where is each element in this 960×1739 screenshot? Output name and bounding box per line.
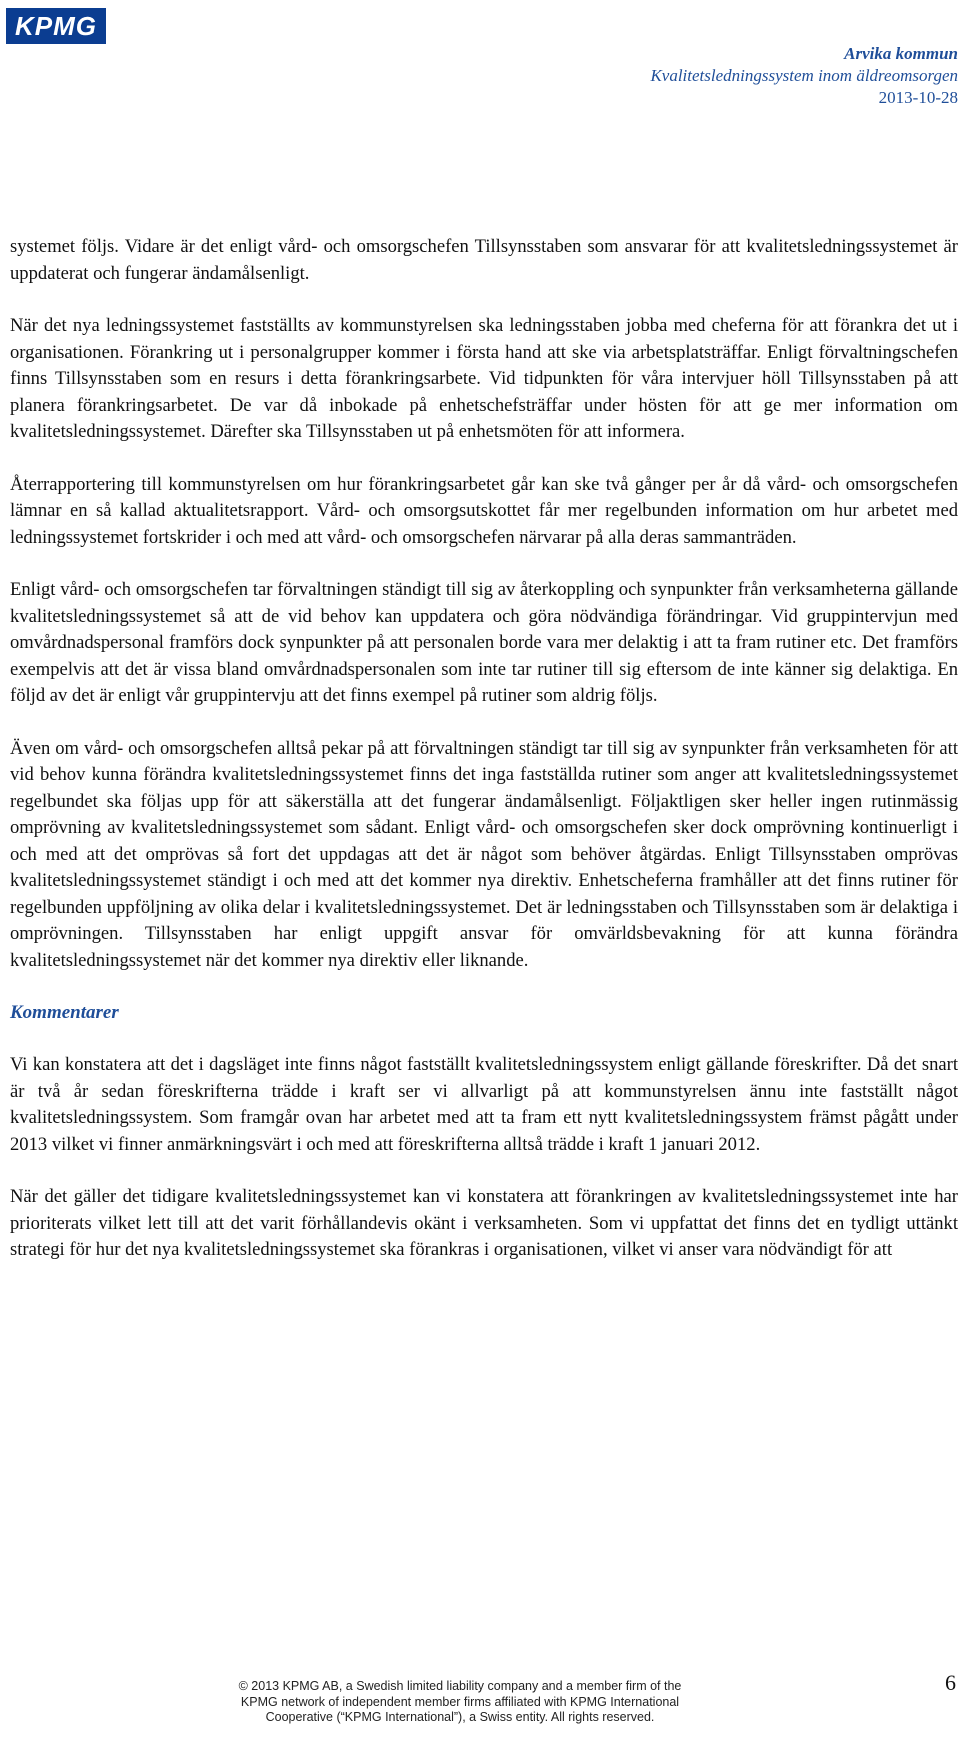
paragraph-1: systemet följs. Vidare är det enligt vård- och omsorgschefen Tillsynsstaben som ansvarar för att kvalitetsledningssystemet är uppdaterat och fungerar ändamålsenligt.: [10, 236, 958, 284]
footer-line-3: Cooperative (“KPMG International”), a Swiss entity. All rights reserved.: [265, 1710, 655, 1724]
kpmg-logo: [6, 8, 106, 44]
comments-heading: Kommentarer: [10, 1002, 119, 1023]
footer-line-2: KPMG network of independent member firms affiliated with KPMG International: [240, 1694, 680, 1709]
comment-paragraph-1: Vi kan konstatera att det i dagsläget inte finns något fastställt kvalitetsledningssystem enligt gällande föreskrifter. Då det snart är två år sedan föreskrifterna trädde i kraft ser vi allvarligt på att kommunstyrelsen ännu inte fastställt något kvalitetsledningssystem. Som framgår ovan har arbetet med att ta fram ett nytt kvalitetsledningssystem främst pågått under 2013 vilket vi finner anmärkningsvärt i och med att föreskrifterna alltså trädde i kraft 1 januari 2012.: [10, 1054, 958, 1155]
paragraph-4: Enligt vård- och omsorgschefen tar förvaltningen ständigt till sig av återkoppling och synpunkter från verksamheterna gällande kvalitetsledningssystemet så att de vid behov kan uppdatera och göra nödvändiga förändringar. Vid gruppintervjun med omvårdnadspersonal framförs dock synpunkter på att personalen borde vara mer delaktig i att ta fram rutiner etc. Det framförs exempelvis att det är vissa bland omvårdnadspersonalen som inte tar rutiner till sig eftersom de inte känner sig delaktiga. En följd av det är enligt vår gruppintervju att det finns exempel på rutiner som aldrig följs.: [10, 579, 958, 706]
paragraph-5: Även om vård- och omsorgschefen alltså pekar på att förvaltningen ständigt tar till sig av synpunkter från verksamheten för att vid behov kunna förändra kvalitetsledningssystemet finns det inga fastställda rutiner som anger att kvalitetsledningssystemet regelbundet ska följas upp för att säkerställa att det fungerar ändamålsenligt. Följaktligen sker heller ingen rutinmässig omprövning av kvalitetsledningssystemet som sådant. Enligt vård- och omsorgschefen sker dock omprövning kontinuerligt i och med att det omprövas så fort det uppdagas att det är något som behöver åtgärdas. Enligt Tillsynsstaben omprövas kvalitetsledningssystemet ständigt i och med att det kommer nya direktiv. Enhetscheferna framhåller att det finns rutiner för regelbunden uppföljning av olika delar i kvalitetsledningssystemet. Det är ledningsstaben och Tillsynsstaben som är delaktiga i omprövningen. Tillsynsstaben har enligt uppgift ansvar för omvärldsbevakning för att kunna förändra kvalitetsledningssystemet när det kommer nya direktiv eller liknande.: [10, 737, 958, 971]
paragraph-2: När det nya ledningssystemet fastställts av kommunstyrelsen ska ledningsstaben jobba med cheferna för att förankra det ut i organisationen. Förankring ut i personalgrupper kommer i första hand att ske via arbetsplatsträffar. Enligt förvaltningschefen finns Tillsynsstaben som en resurs i detta förankringsarbete. Vid tidpunkten för våra intervjuer höll Tillsynsstaben på att planera förankringsarbetet. De var då inbokade på enhetschefsträffar under hösten för att ge mer information om kvalitetsledningssystemet. Därefter ska Tillsynsstaben ut på enhetsmöten för att informera.: [10, 315, 958, 442]
organization-name: Arvika kommun: [844, 44, 958, 63]
logo-text: KPMG: [15, 11, 97, 41]
document-date: 2013-10-28: [878, 88, 958, 107]
paragraph-3: Återrapportering till kommunstyrelsen om hur förankringsarbetet går kan ske två gånger per år då vård- och omsorgschefen lämnar en så kallad aktualitetsrapport. Vård- och omsorgsutskottet får mer regelbunden information om hur arbetet med ledningssystemet fortskrider i och med att vård- och omsorgschefen närvarar på alla deras sammanträden.: [10, 473, 958, 548]
document-body: [10, 234, 958, 1264]
document-header: [650, 43, 958, 109]
comment-paragraph-2: När det gäller det tidigare kvalitetsledningssystemet kan vi konstatera att förankringen av kvalitetsledningssystemet inte har prioriterats vilket lett till att det varit förhållandevis okänt i verksamheten. Som vi uppfattat det finns det en tydligt uttänkt strategi för hur det nya kvalitetsledningssystemet ska förankras i organisationen, vilket vi anser vara nödvändigt för att: [10, 1186, 958, 1260]
footer-line-1: © 2013 KPMG AB, a Swedish limited liability company and a member firm of the: [238, 1679, 682, 1693]
document-subtitle: Kvalitetsledningssystem inom äldreomsorgen: [650, 66, 958, 85]
copyright-footer: [200, 1679, 720, 1726]
page-number: 6: [945, 1670, 956, 1695]
